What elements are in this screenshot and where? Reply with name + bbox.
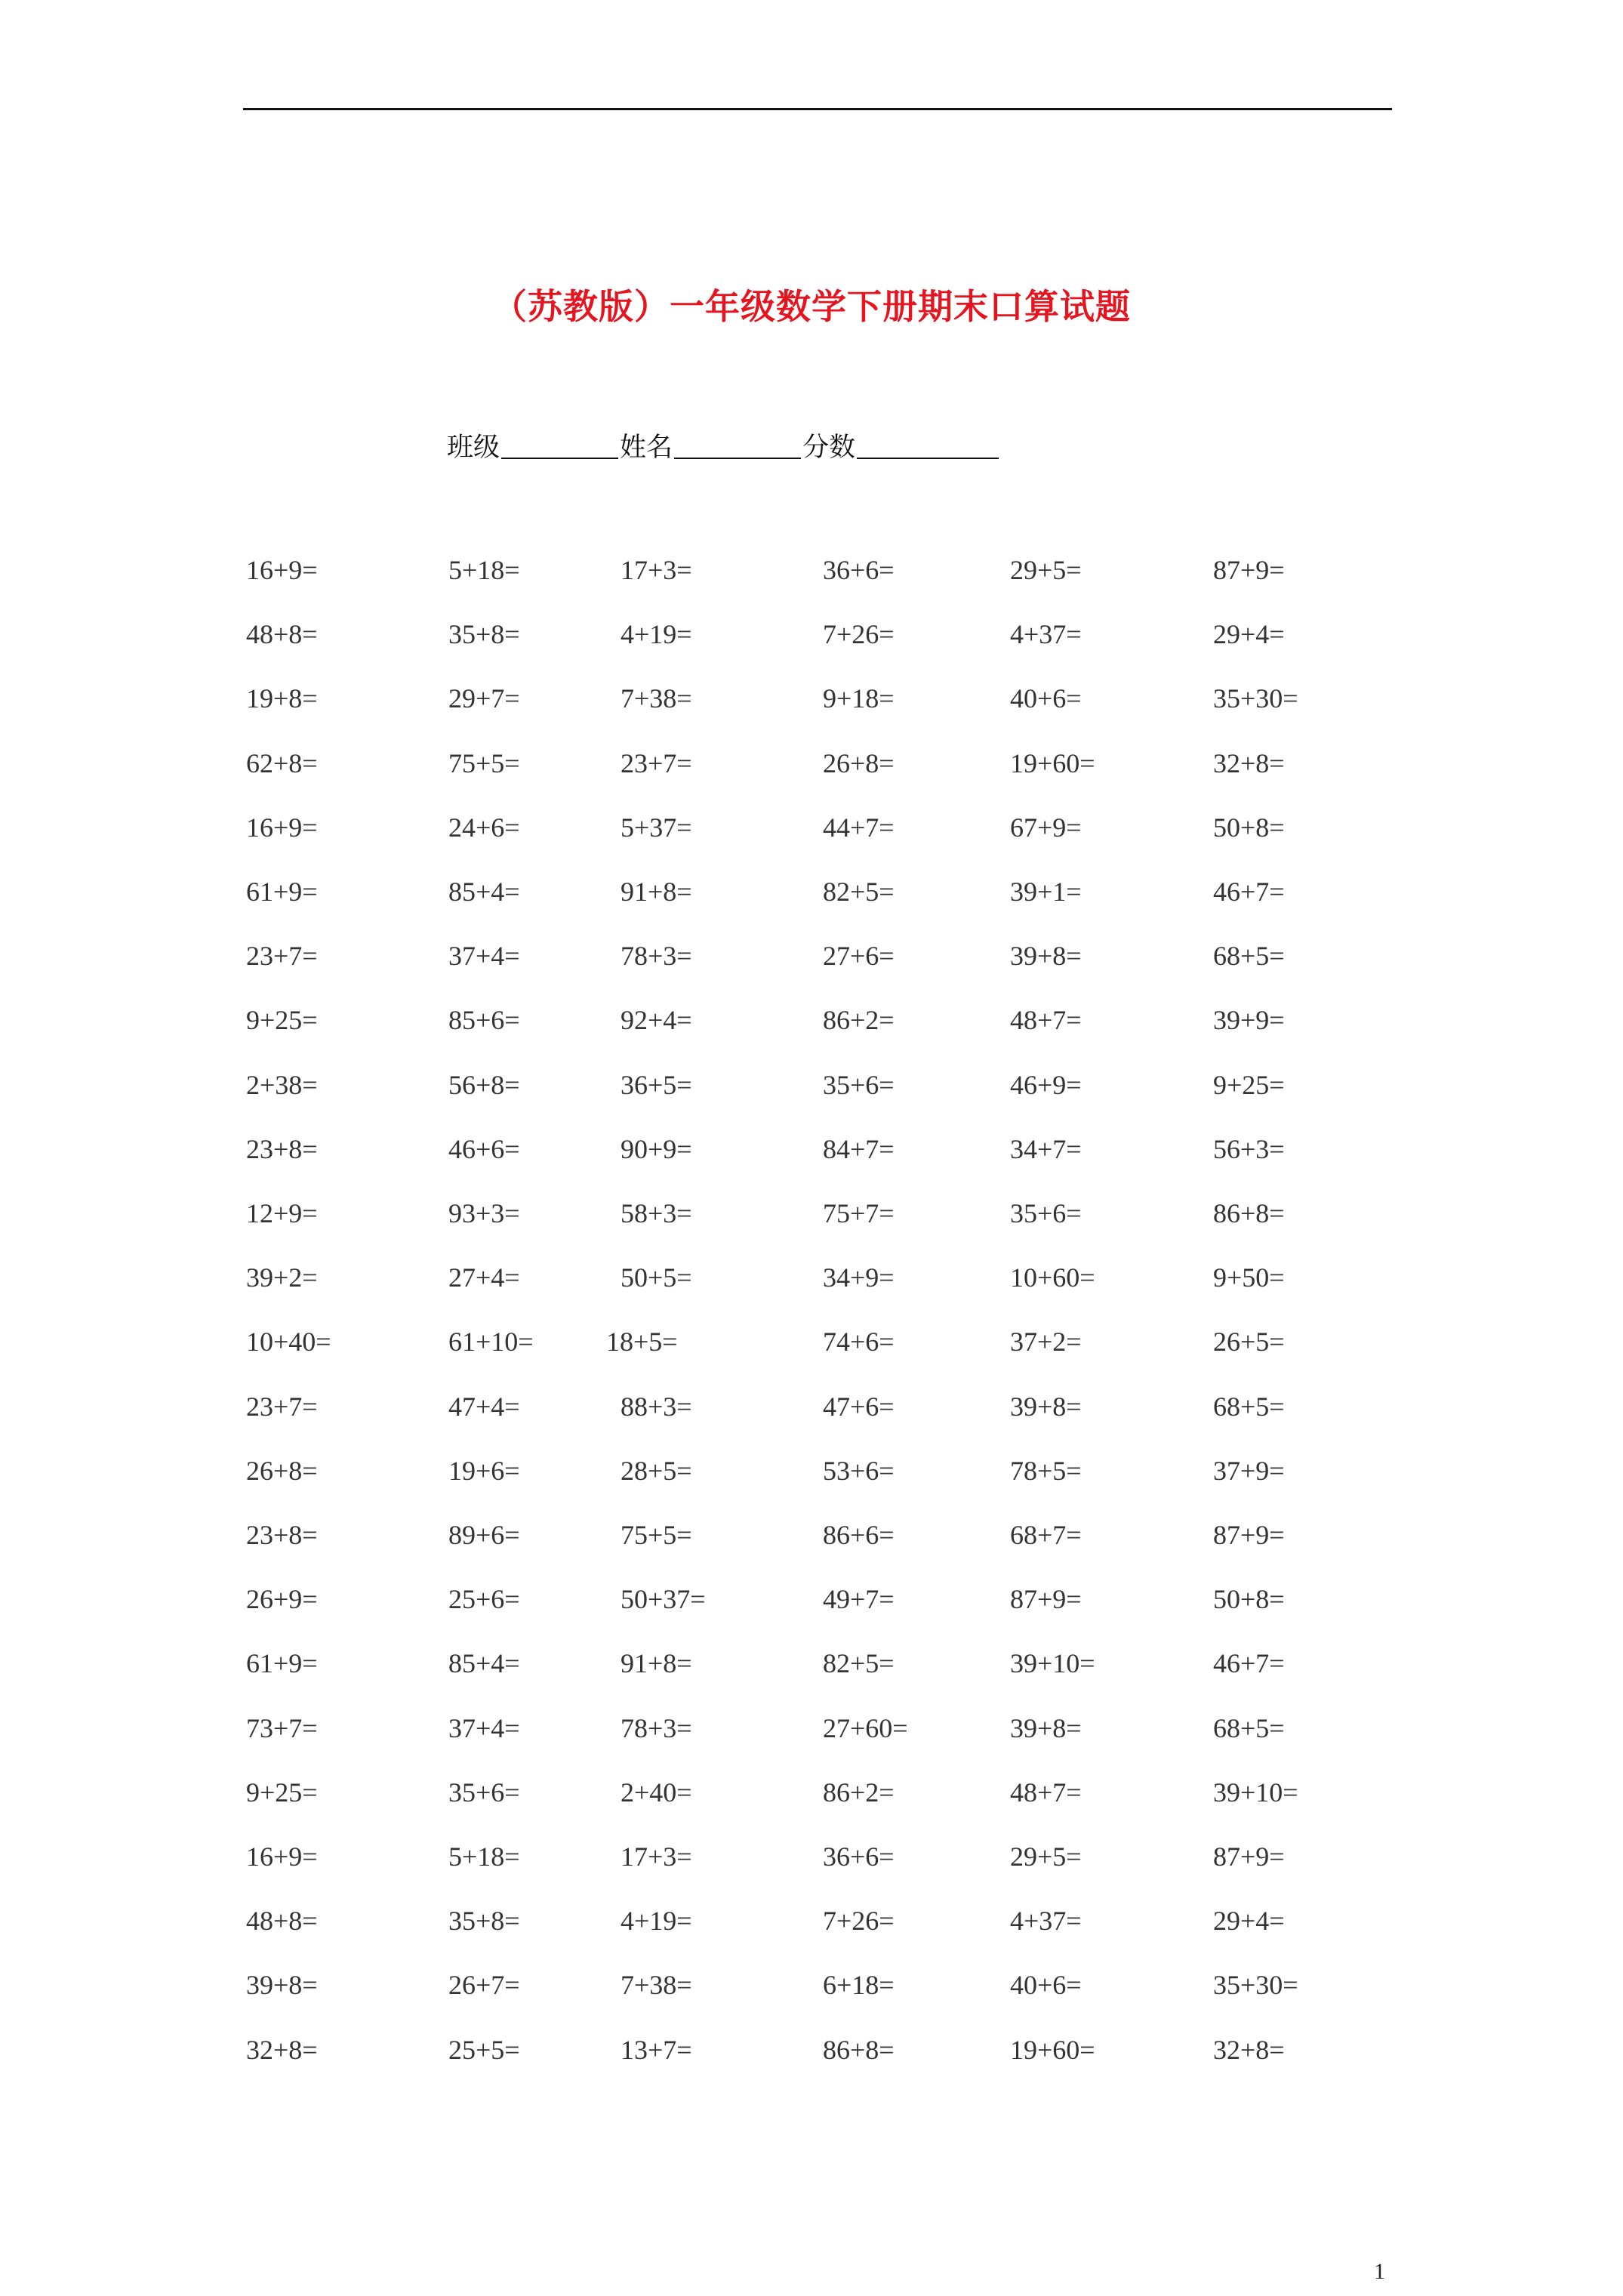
name-label: 姓名 <box>620 433 673 463</box>
arithmetic-problem: 19+6= <box>448 1455 520 1486</box>
arithmetic-problem: 35+6= <box>1010 1198 1082 1228</box>
arithmetic-problem: 36+6= <box>823 555 895 585</box>
arithmetic-problem: 19+60= <box>1010 2034 1095 2065</box>
arithmetic-problem: 75+5= <box>621 1520 692 1550</box>
arithmetic-problem: 68+5= <box>1213 941 1285 972</box>
arithmetic-problem: 61+9= <box>246 877 318 907</box>
arithmetic-problem: 47+6= <box>823 1391 895 1422</box>
arithmetic-problem: 75+5= <box>448 747 520 778</box>
arithmetic-problem: 75+7= <box>823 1198 895 1228</box>
arithmetic-problem: 91+8= <box>621 1648 692 1679</box>
arithmetic-problem: 49+7= <box>823 1584 895 1615</box>
arithmetic-problem: 46+7= <box>1213 1648 1285 1679</box>
arithmetic-problem: 39+8= <box>1010 1712 1082 1743</box>
arithmetic-problem: 86+2= <box>823 1777 895 1808</box>
arithmetic-problem: 9+50= <box>1213 1262 1285 1293</box>
arithmetic-problem: 36+5= <box>621 1069 692 1100</box>
arithmetic-problem: 23+7= <box>246 1391 318 1422</box>
arithmetic-problem: 5+18= <box>448 1841 520 1872</box>
arithmetic-problem: 18+5= <box>606 1327 678 1358</box>
arithmetic-problem: 78+5= <box>1010 1455 1082 1486</box>
arithmetic-problem: 26+7= <box>448 1970 520 2001</box>
arithmetic-problem: 61+9= <box>246 1648 318 1679</box>
arithmetic-problem: 37+4= <box>448 941 520 972</box>
arithmetic-problem: 40+6= <box>1010 1970 1082 2001</box>
arithmetic-problem: 9+18= <box>823 683 895 714</box>
arithmetic-problem: 87+9= <box>1213 1520 1285 1550</box>
arithmetic-problem: 78+3= <box>621 1712 692 1743</box>
arithmetic-problem: 2+40= <box>621 1777 692 1808</box>
arithmetic-problem: 9+25= <box>246 1777 318 1808</box>
arithmetic-problem: 40+6= <box>1010 683 1082 714</box>
arithmetic-problem: 39+10= <box>1010 1648 1095 1679</box>
class-label: 班级 <box>447 433 500 463</box>
arithmetic-problem: 32+8= <box>1213 2034 1285 2065</box>
arithmetic-problem: 26+8= <box>246 1455 318 1486</box>
arithmetic-problem: 88+3= <box>621 1391 692 1422</box>
arithmetic-problem: 37+2= <box>1010 1327 1082 1358</box>
arithmetic-problem: 48+7= <box>1010 1777 1082 1808</box>
arithmetic-problem: 46+9= <box>1010 1069 1082 1100</box>
arithmetic-problem: 4+37= <box>1010 619 1082 650</box>
arithmetic-problem: 82+5= <box>823 877 895 907</box>
arithmetic-problem: 39+9= <box>1213 1005 1285 1036</box>
arithmetic-problem: 62+8= <box>246 747 318 778</box>
worksheet-title: （苏教版）一年级数学下册期末口算试题 <box>492 286 1131 327</box>
arithmetic-problem: 29+5= <box>1010 555 1082 585</box>
arithmetic-problem: 10+40= <box>246 1327 331 1358</box>
arithmetic-problem: 44+7= <box>823 812 895 843</box>
arithmetic-problem: 7+26= <box>823 619 895 650</box>
arithmetic-problem: 86+8= <box>823 2034 895 2065</box>
arithmetic-problem: 67+9= <box>1010 812 1082 843</box>
arithmetic-problem: 7+38= <box>621 683 692 714</box>
arithmetic-problem: 29+4= <box>1213 619 1285 650</box>
arithmetic-problem: 35+6= <box>823 1069 895 1100</box>
arithmetic-problem: 27+60= <box>823 1712 908 1743</box>
arithmetic-problem: 27+4= <box>448 1262 520 1293</box>
arithmetic-problem: 39+10= <box>1213 1777 1298 1808</box>
arithmetic-problem: 56+8= <box>448 1069 520 1100</box>
arithmetic-problem: 85+4= <box>448 877 520 907</box>
arithmetic-problem: 29+5= <box>1010 1841 1082 1872</box>
arithmetic-problem: 5+18= <box>448 555 520 585</box>
arithmetic-problem: 35+30= <box>1213 1970 1298 2001</box>
arithmetic-problem: 46+7= <box>1213 877 1285 907</box>
arithmetic-problem: 53+6= <box>823 1455 895 1486</box>
arithmetic-problem: 28+5= <box>621 1455 692 1486</box>
arithmetic-problem: 90+9= <box>621 1133 692 1164</box>
arithmetic-problem: 87+9= <box>1213 555 1285 585</box>
arithmetic-problem: 34+9= <box>823 1262 895 1293</box>
arithmetic-problem: 50+37= <box>621 1584 706 1615</box>
arithmetic-problem: 86+8= <box>1213 1198 1285 1228</box>
arithmetic-problem: 50+5= <box>621 1262 692 1293</box>
arithmetic-problem: 23+8= <box>246 1520 318 1550</box>
arithmetic-problem: 16+9= <box>246 555 318 585</box>
arithmetic-problem: 4+19= <box>621 619 692 650</box>
arithmetic-problem: 93+3= <box>448 1198 520 1228</box>
arithmetic-problem: 29+4= <box>1213 1906 1285 1937</box>
arithmetic-problem: 35+8= <box>448 1906 520 1937</box>
arithmetic-problem: 73+7= <box>246 1712 318 1743</box>
arithmetic-problem: 24+6= <box>448 812 520 843</box>
arithmetic-problem: 39+8= <box>1010 1391 1082 1422</box>
arithmetic-problem: 9+25= <box>1213 1069 1285 1100</box>
arithmetic-problem: 68+7= <box>1010 1520 1082 1550</box>
arithmetic-problem: 34+7= <box>1010 1133 1082 1164</box>
arithmetic-problem: 5+37= <box>621 812 692 843</box>
arithmetic-problem: 68+5= <box>1213 1391 1285 1422</box>
arithmetic-problem: 82+5= <box>823 1648 895 1679</box>
arithmetic-problem: 17+3= <box>621 555 692 585</box>
arithmetic-problem: 37+4= <box>448 1712 520 1743</box>
arithmetic-problem: 13+7= <box>621 2034 692 2065</box>
score-label: 分数 <box>802 433 856 463</box>
arithmetic-problem: 7+26= <box>823 1906 895 1937</box>
arithmetic-problem: 39+1= <box>1010 877 1082 907</box>
arithmetic-problem: 10+60= <box>1010 1262 1095 1293</box>
arithmetic-problem: 19+8= <box>246 683 318 714</box>
arithmetic-problem: 25+6= <box>448 1584 520 1615</box>
arithmetic-problem: 84+7= <box>823 1133 895 1164</box>
arithmetic-problem: 4+37= <box>1010 1906 1082 1937</box>
arithmetic-problem: 7+38= <box>621 1970 692 2001</box>
arithmetic-problem: 25+5= <box>448 2034 520 2065</box>
arithmetic-problem: 50+8= <box>1213 1584 1285 1615</box>
arithmetic-problem: 47+4= <box>448 1391 520 1422</box>
arithmetic-problem: 19+60= <box>1010 747 1095 778</box>
arithmetic-problem: 16+9= <box>246 812 318 843</box>
arithmetic-problem: 91+8= <box>621 877 692 907</box>
arithmetic-problem: 61+10= <box>448 1327 534 1358</box>
arithmetic-problem: 50+8= <box>1213 812 1285 843</box>
arithmetic-problem: 86+6= <box>823 1520 895 1550</box>
arithmetic-problem: 46+6= <box>448 1133 520 1164</box>
arithmetic-problem: 39+8= <box>246 1970 318 2001</box>
arithmetic-problem: 68+5= <box>1213 1712 1285 1743</box>
arithmetic-problem: 26+8= <box>823 747 895 778</box>
arithmetic-problem: 39+2= <box>246 1262 318 1293</box>
arithmetic-problem: 89+6= <box>448 1520 520 1550</box>
arithmetic-problem: 36+6= <box>823 1841 895 1872</box>
arithmetic-problem: 39+8= <box>1010 941 1082 972</box>
arithmetic-problem: 48+8= <box>246 1906 318 1937</box>
arithmetic-problem: 26+9= <box>246 1584 318 1615</box>
arithmetic-problem: 56+3= <box>1213 1133 1285 1164</box>
arithmetic-problem: 87+9= <box>1010 1584 1082 1615</box>
arithmetic-problem: 92+4= <box>621 1005 692 1036</box>
arithmetic-problem: 58+3= <box>621 1198 692 1228</box>
arithmetic-problem: 32+8= <box>1213 747 1285 778</box>
arithmetic-problem: 32+8= <box>246 2034 318 2065</box>
arithmetic-problem: 23+7= <box>621 747 692 778</box>
arithmetic-problem: 29+7= <box>448 683 520 714</box>
arithmetic-problem: 48+8= <box>246 619 318 650</box>
arithmetic-problem: 9+25= <box>246 1005 318 1036</box>
arithmetic-problem: 87+9= <box>1213 1841 1285 1872</box>
arithmetic-problem: 35+30= <box>1213 683 1298 714</box>
arithmetic-problem: 2+38= <box>246 1069 318 1100</box>
arithmetic-problem: 23+7= <box>246 941 318 972</box>
arithmetic-problem: 35+6= <box>448 1777 520 1808</box>
arithmetic-problem: 78+3= <box>621 941 692 972</box>
arithmetic-problem: 85+6= <box>448 1005 520 1036</box>
arithmetic-problem: 26+5= <box>1213 1327 1285 1358</box>
page-number: 1 <box>1374 2259 1385 2284</box>
arithmetic-problem: 17+3= <box>621 1841 692 1872</box>
arithmetic-problem: 74+6= <box>823 1327 895 1358</box>
arithmetic-problem: 85+4= <box>448 1648 520 1679</box>
arithmetic-problem: 27+6= <box>823 941 895 972</box>
arithmetic-problem: 48+7= <box>1010 1005 1082 1036</box>
arithmetic-problem: 16+9= <box>246 1841 318 1872</box>
arithmetic-problem: 12+9= <box>246 1198 318 1228</box>
arithmetic-problem: 23+8= <box>246 1133 318 1164</box>
arithmetic-problem: 86+2= <box>823 1005 895 1036</box>
arithmetic-problem: 35+8= <box>448 619 520 650</box>
arithmetic-problem: 4+19= <box>621 1906 692 1937</box>
arithmetic-problem: 37+9= <box>1213 1455 1285 1486</box>
arithmetic-problem: 6+18= <box>823 1970 895 2001</box>
